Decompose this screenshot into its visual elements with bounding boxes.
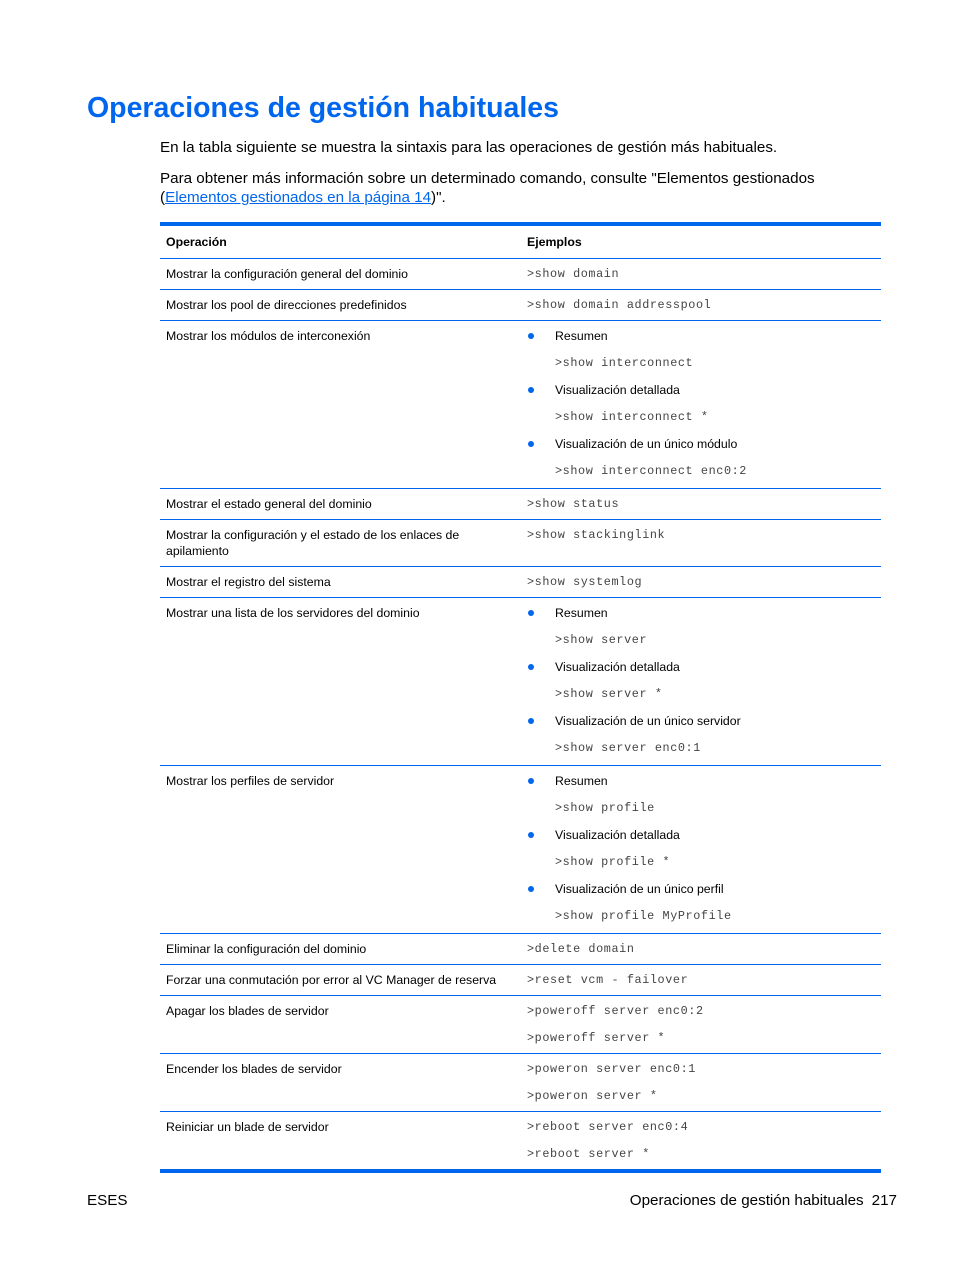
command-example: >reset vcm - failover bbox=[527, 973, 689, 987]
command-example: >show server enc0:1 bbox=[555, 741, 701, 755]
table-row bbox=[160, 259, 881, 290]
operation-cell: Mostrar el estado general del dominio bbox=[160, 489, 521, 520]
example-item bbox=[527, 605, 875, 648]
operation-cell: Mostrar los módulos de interconexión bbox=[160, 321, 521, 489]
operation-cell: Forzar una conmutación por error al VC Manager de reserva bbox=[160, 965, 521, 996]
command-example: >show server bbox=[555, 633, 648, 647]
intro-text-after-link: )". bbox=[431, 189, 446, 206]
operation-cell: Apagar los blades de servidor bbox=[160, 996, 521, 1054]
command-example: >show stackinglink bbox=[527, 528, 666, 542]
example-label: Resumen bbox=[555, 329, 608, 343]
example-label: Visualización detallada bbox=[555, 660, 680, 674]
bullet-icon bbox=[528, 718, 534, 724]
intro-text-before-link: Para obtener más información sobre un determinado comando, consulte "Elementos gestionados ( bbox=[160, 170, 815, 206]
table-row bbox=[160, 567, 881, 598]
intro bbox=[160, 138, 880, 219]
example-label: Visualización de un único servidor bbox=[555, 714, 741, 728]
examples-cell bbox=[521, 290, 881, 321]
example-item bbox=[527, 713, 875, 756]
example-item bbox=[527, 773, 875, 816]
command-example: >show status bbox=[527, 497, 620, 511]
page-title: Operaciones de gestión habituales bbox=[87, 92, 559, 124]
example-item bbox=[527, 382, 875, 425]
command-example: >show interconnect enc0:2 bbox=[555, 464, 747, 478]
operation-cell: Mostrar el registro del sistema bbox=[160, 567, 521, 598]
header-ejemplos: Ejemplos bbox=[521, 224, 881, 259]
command-example: >show profile * bbox=[555, 855, 671, 869]
table-row bbox=[160, 965, 881, 996]
examples-list bbox=[527, 605, 875, 756]
command-example: >poweron server enc0:1 bbox=[527, 1062, 696, 1076]
command-example: >poweroff server * bbox=[527, 1031, 666, 1045]
header-operacion: Operación bbox=[160, 224, 521, 259]
operation-cell: Mostrar una lista de los servidores del dominio bbox=[160, 598, 521, 766]
examples-cell bbox=[521, 259, 881, 290]
example-item bbox=[527, 827, 875, 870]
table-row bbox=[160, 489, 881, 520]
command-example: >show profile bbox=[555, 801, 655, 815]
command-example: >show interconnect bbox=[555, 356, 694, 370]
bullet-icon bbox=[528, 778, 534, 784]
bullet-icon bbox=[528, 886, 534, 892]
footer-page-info bbox=[630, 1192, 897, 1209]
table-row bbox=[160, 996, 881, 1054]
table-row bbox=[160, 766, 881, 934]
command-example: >show domain bbox=[527, 267, 620, 281]
command-example: >poweron server * bbox=[527, 1089, 658, 1103]
examples-cell bbox=[521, 996, 881, 1054]
bullet-icon bbox=[528, 610, 534, 616]
bullet-icon bbox=[528, 387, 534, 393]
command-example: >delete domain bbox=[527, 942, 635, 956]
bullet-icon bbox=[528, 441, 534, 447]
example-item bbox=[527, 328, 875, 371]
example-label: Visualización detallada bbox=[555, 828, 680, 842]
example-item bbox=[527, 436, 875, 479]
command-example: >reboot server enc0:4 bbox=[527, 1120, 689, 1134]
table-row bbox=[160, 290, 881, 321]
table-row bbox=[160, 1054, 881, 1112]
operation-cell: Reiniciar un blade de servidor bbox=[166, 1120, 329, 1134]
command-example: >show server * bbox=[555, 687, 663, 701]
example-label: Visualización de un único perfil bbox=[555, 882, 724, 896]
table-row bbox=[160, 321, 881, 489]
examples-list bbox=[527, 328, 875, 479]
intro-paragraph-2 bbox=[160, 169, 880, 207]
intro-paragraph-1: En la tabla siguiente se muestra la sintaxis para las operaciones de gestión más habituales. bbox=[160, 139, 778, 156]
operations-table bbox=[160, 222, 881, 1173]
operation-cell: Eliminar la configuración del dominio bbox=[160, 934, 521, 965]
table-row bbox=[160, 520, 881, 567]
examples-cell bbox=[521, 598, 881, 766]
command-example: >show profile MyProfile bbox=[555, 909, 732, 923]
command-example: >reboot server * bbox=[527, 1147, 650, 1161]
elementos-gestionados-link[interactable]: Elementos gestionados en la página 14 bbox=[165, 189, 432, 206]
examples-cell bbox=[521, 321, 881, 489]
examples-cell bbox=[521, 520, 881, 567]
operation-cell: Encender los blades de servidor bbox=[160, 1054, 521, 1112]
command-example: >show domain addresspool bbox=[527, 298, 712, 312]
footer-locale: ESES bbox=[87, 1192, 128, 1209]
table-row bbox=[160, 1112, 881, 1172]
example-label: Visualización detallada bbox=[555, 383, 680, 397]
examples-cell bbox=[521, 766, 881, 934]
example-label: Resumen bbox=[555, 606, 608, 620]
example-label: Visualización de un único módulo bbox=[555, 437, 738, 451]
examples-cell bbox=[521, 567, 881, 598]
table-header-row bbox=[160, 224, 881, 259]
examples-list bbox=[527, 773, 875, 924]
examples-cell bbox=[521, 1054, 881, 1112]
examples-cell bbox=[521, 1112, 881, 1172]
bullet-icon bbox=[528, 664, 534, 670]
example-item bbox=[527, 659, 875, 702]
command-example: >show interconnect * bbox=[555, 410, 709, 424]
example-item bbox=[527, 881, 875, 924]
operation-cell: Mostrar la configuración y el estado de los enlaces de apilamiento bbox=[160, 520, 521, 567]
examples-cell bbox=[521, 489, 881, 520]
examples-cell bbox=[521, 965, 881, 996]
table-body bbox=[160, 259, 881, 1172]
command-example: >poweroff server enc0:2 bbox=[527, 1004, 704, 1018]
footer-section-title: Operaciones de gestión habituales bbox=[629, 1192, 864, 1209]
operation-cell: Mostrar los perfiles de servidor bbox=[160, 766, 521, 934]
footer-page-number: 217 bbox=[871, 1192, 897, 1209]
command-example: >show systemlog bbox=[527, 575, 643, 589]
table-row bbox=[160, 934, 881, 965]
operation-cell: Mostrar los pool de direcciones predefinidos bbox=[160, 290, 521, 321]
table-row bbox=[160, 598, 881, 766]
examples-cell bbox=[521, 934, 881, 965]
bullet-icon bbox=[528, 333, 534, 339]
operation-cell: Mostrar la configuración general del dominio bbox=[160, 259, 521, 290]
bullet-icon bbox=[528, 832, 534, 838]
example-label: Resumen bbox=[555, 774, 608, 788]
